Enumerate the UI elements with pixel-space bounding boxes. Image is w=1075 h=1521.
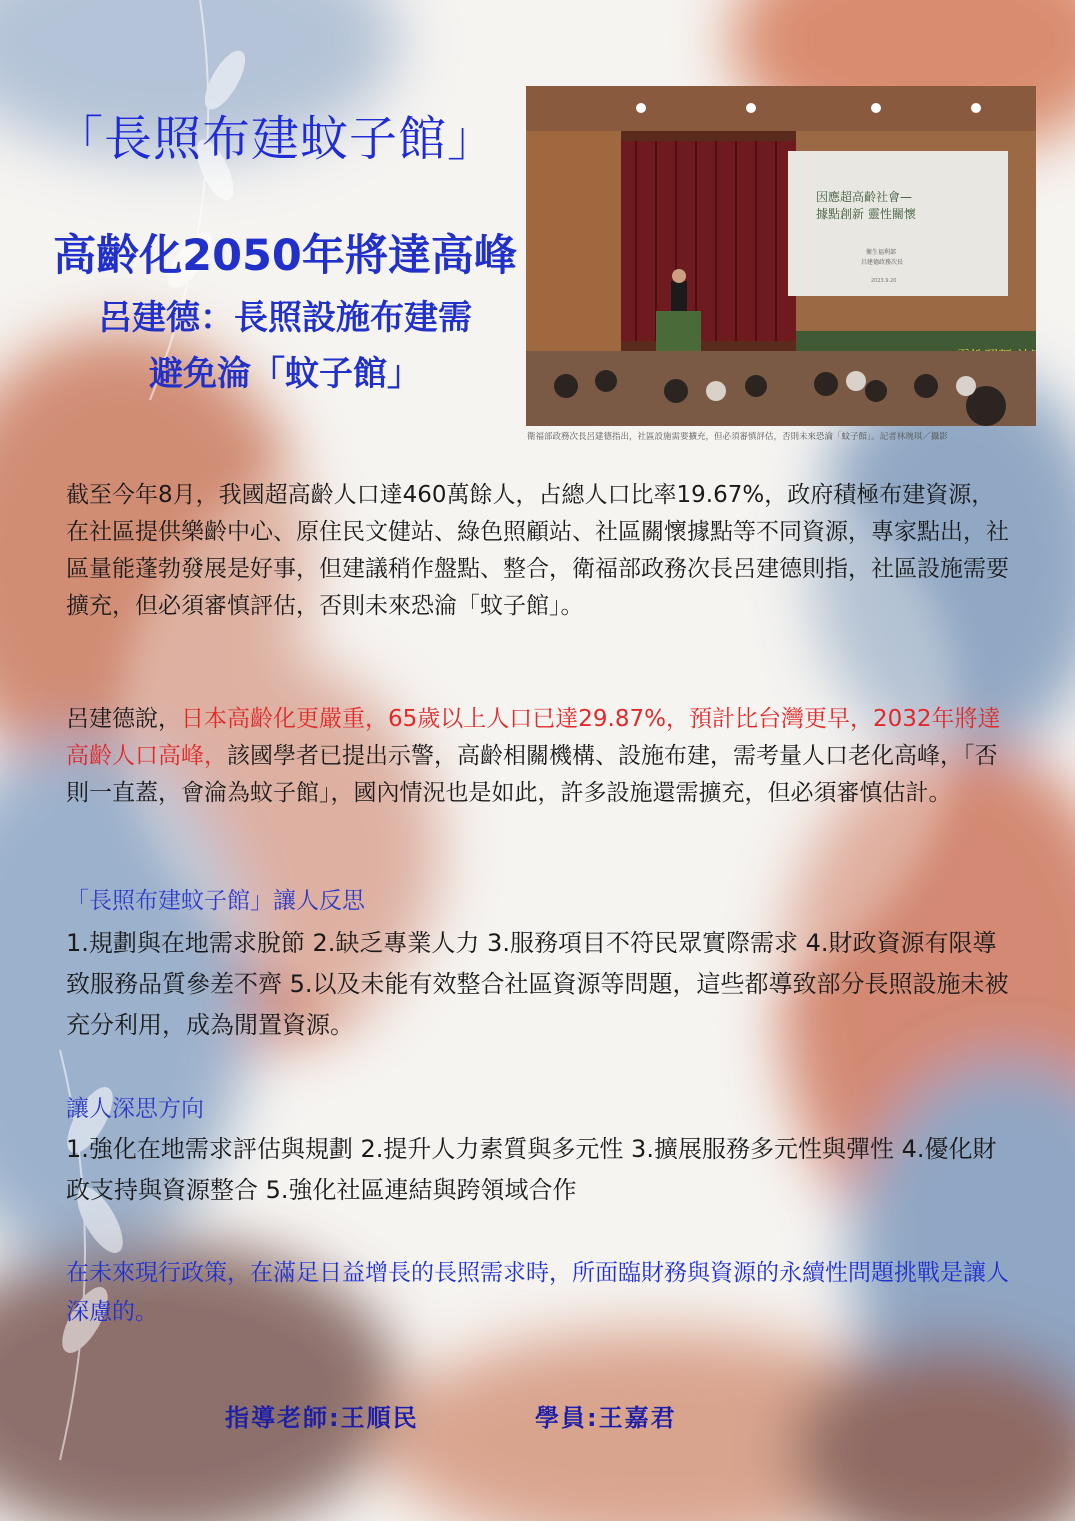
news-photo [526, 86, 1036, 426]
section-heading-reflection: 「長照布建蚊子館」讓人反思 [66, 888, 365, 914]
paragraph-2-suffix: 該國學者已提出示警，高齡相關機構、設施布建，需考量人口老化高峰，「否則一直蓋，會淪為蚊子館」，國內情況也是如此，許多設施還需擴充，但必須審慎估計。 [66, 743, 998, 806]
subtitle-secondary-line2: 避免淪「蚊子館」 [149, 354, 421, 394]
screen-date: 2023.9.20 [871, 278, 897, 284]
closing-statement: 在未來現行政策，在滿足日益增長的長照需求時，所面臨財務與資源的永續性問題挑戰是讓人深慮的。 [66, 1260, 1009, 1325]
subtitle-secondary-line1: 呂建德：長照設施布建需 [98, 298, 472, 338]
paragraph-2-prefix: 呂建德說， [66, 706, 181, 732]
screen-text-1: 因應超高齡社會— [816, 190, 913, 204]
conference-photo-illustration [526, 86, 1036, 426]
screen-text-2: 據點創新 靈性關懷 [816, 207, 916, 221]
section-heading-direction: 讓人深思方向 [66, 1096, 204, 1122]
paragraph-reflection: 1.規劃與在地需求脫節 2.缺乏專業人力 3.服務項目不符民眾實際需求 4.財政資源有限導致服務品質參差不齊 5.以及未能有效整合社區資源等問題，這些都導致部分長照設施未被充分利用，成為閒置資源。 [66, 929, 1009, 1039]
paragraph-direction: 1.強化在地需求評估與規劃 2.提升人力素質與多元性 3.擴展服務多元性與彈性 4.優化財政支持與資源整合 5.強化社區連結與跨領域合作 [66, 1135, 997, 1204]
paragraph-2 [66, 701, 1016, 812]
paragraph-2-highlight: 日本高齡化更嚴重，65歲以上人口已達29.87%，預計比台灣更早，2032年將達高齡人口高峰， [66, 706, 1001, 769]
screen-text-4: 呂建德政務次長 [861, 259, 904, 266]
subtitle-secondary [40, 290, 530, 402]
page-title: 「長照布建蚊子館」 [55, 111, 497, 167]
subtitle: 高齡化2050年將達高峰 [53, 231, 517, 281]
screen-text-3: 衛生福利部 [866, 249, 897, 256]
photo-caption: 衛福部政務次長呂建德指出，社區設施需要擴充，但必須審慎評估，否則未來恐淪「蚊子館」。記者林琬琪／攝影 [527, 432, 948, 442]
student-credit: 學員:王嘉君 [535, 1404, 677, 1432]
teacher-credit: 指導老師:王順民 [225, 1404, 419, 1432]
paragraph-1: 截至今年8月，我國超高齡人口達460萬餘人，占總人口比率19.67%，政府積極布建資源，在社區提供樂齡中心、原住民文健站、綠色照顧站、社區關懷據點等不同資源，專家點出，社區量能蓬勃發展是好事，但建議稍作盤點、整合，衛福部政務次長呂建德則指，社區設施需要擴充，但必須審慎評估，否則未來恐淪「蚊子館」。 [66, 482, 1009, 619]
